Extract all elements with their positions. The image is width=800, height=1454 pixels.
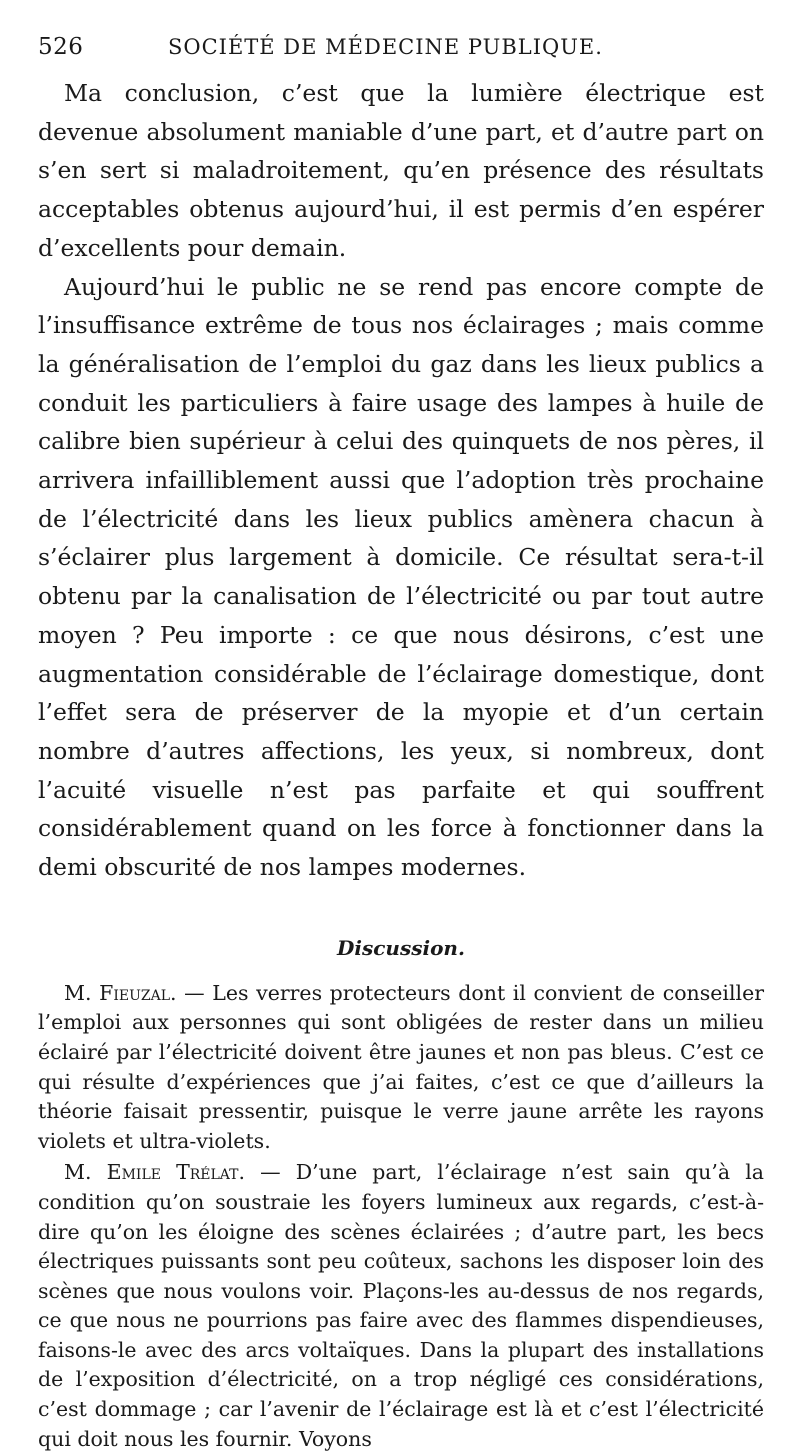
entry-text: — Les verres protecteurs dont il convient de conseiller l’emploi aux personnes qui sont obligées de rester dans un milieu éclairé par l’électricité doivent être jaunes et non pas bleus. C’est ce qui résulte d’expériences que j’ai faites, c’est ce que d’ailleurs la théorie faisait pressentir, puisque le verre jaune arrête les rayons violets et ultra-violets. <box>38 980 764 1153</box>
running-head <box>38 34 764 74</box>
page-number: 526 <box>38 34 84 60</box>
entry-text: — D’une part, l’éclairage n’est sain qu’à la condition qu’on soustraie les foyers lumineux aux regards, c’est-à-dire qu’on les éloigne des scènes éclairées ; d’autre part, les becs électriques puissants sont peu coûteux, sachons les disposer loin des scènes que nous voulons voir. Plaçons-les au-dessus de nos regards, ce que nous ne pourrions pas faire avec des flammes dispendieuses, faisons-le avec des arcs voltaïques. Dans la plupart des installations de l’exposition d’électricité, on a trop négligé ces considérations, c’est dommage ; car l’avenir de l’éclairage est là et c’est l’électricité qui doit nous les fournir. Voyons <box>38 1160 764 1451</box>
discussion-entry-fieuzal <box>38 979 764 1157</box>
main-text <box>38 74 764 887</box>
running-title: SOCIÉTÉ DE MÉDECINE PUBLIQUE. <box>168 35 603 59</box>
paragraph-public-lighting: Aujourd’hui le public ne se rend pas encore compte de l’insuffisance extrême de tous nos éclairages ; mais comme la généralisation de l’emploi du gaz dans les lieux publics a conduit les particuliers à faire usage des lampes à huile de calibre bien supérieur à celui des quinquets de nos pères, il arrivera infailliblement aussi que l’adoption très prochaine de l’électricité dans les lieux publics amènera chacun à s’éclairer plus largement à domicile. Ce résultat sera-t-il obtenu par la canalisation de l’électricité ou par tout autre moyen ? Peu importe : ce que nous désirons, c’est une augmentation considérable de l’éclairage domestique, dont l’effet sera de préserver de la myopie et d’un certain nombre d’autres affections, les yeux, si nombreux, dont l’acuité visuelle n’est pas parfaite et qui souffrent considérablement quand on les force à fonctionner dans la demi obscurité de nos lampes modernes. <box>38 272 764 882</box>
section-heading: Discussion. <box>337 935 465 960</box>
discussion-entry-trelat <box>38 1158 764 1454</box>
speaker-name: M. Fieuzal. <box>64 980 177 1005</box>
discussion-section <box>38 979 764 1454</box>
speaker-name: M. Emile Trélat. <box>64 1160 245 1185</box>
paragraph-conclusion: Ma conclusion, c’est que la lumière électrique est devenue absolument maniable d’une part, et d’autre part on s’en sert si maladroitement, qu’en présence des résultats acceptables obtenus aujourd’hui, il est permis d’en espérer d’excellents pour demain. <box>38 79 764 262</box>
